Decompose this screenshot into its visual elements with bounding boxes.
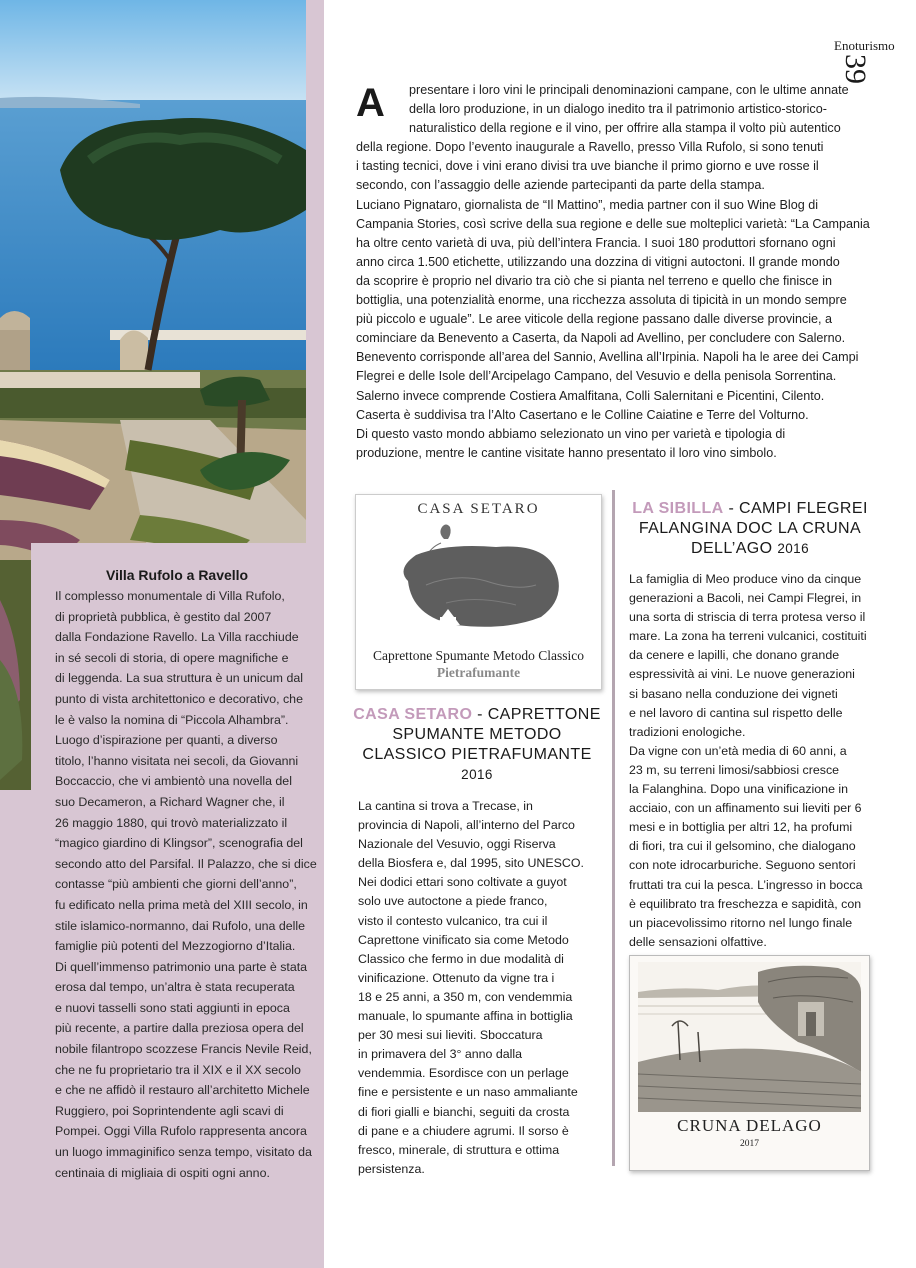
wine2-line: di fiori, tra cui il gelsomino, che dialogano	[629, 839, 856, 854]
wine2-line: è equilibrato tra freschezza e sapidità, con	[629, 896, 862, 911]
wine1-line: vendemmia. Esordisce con un perlage	[358, 1066, 569, 1081]
intro-line: presentare i loro vini le principali denominazioni campane, con le ultime annate	[409, 83, 849, 97]
wine1-heading-part: - CAPRETTONE	[472, 706, 601, 723]
sidebar-line: nobile filantropo scozzese Francis Nevile Reid,	[55, 1042, 312, 1057]
sidebar-line: Boccaccio, che vi ambientò una novella del	[55, 774, 292, 789]
sidebar-line: Ruggiero, poi Soprintendente agli scavi di	[55, 1103, 284, 1118]
sidebar-line: e che ne affidò il restauro all’architetto Michele	[55, 1083, 310, 1098]
intro-line: produzione, mentre le cantine visitate hanno presentato il loro vino simbolo.	[356, 445, 777, 460]
wine1-line: fine e persistente e un naso ammaliante	[358, 1085, 578, 1100]
label2-brand: CRUNA DELAGO	[677, 1116, 822, 1135]
wine2-heading-line: DELL’AGO	[691, 540, 773, 557]
wine2-heading-line: FALANGINA DOC LA CRUNA	[638, 520, 862, 537]
wine2-line: e nel lavoro di cantina sul rispetto delle	[629, 705, 843, 720]
wine2-line: mare. La zona ha terreni vulcanici, costituiti	[629, 629, 867, 644]
sidebar-line: in sé secoli di storia, di opere magnifiche e	[55, 650, 289, 665]
wine2-year: 2016	[777, 541, 809, 556]
wine2-line: espressività ai vini. Le nuove generazioni	[629, 667, 855, 682]
cruna-delago-wine-label	[629, 955, 870, 1171]
wine1-line: persistenza.	[358, 1161, 425, 1176]
sidebar-line: più recente, a partire dalla preziosa opera del	[55, 1021, 304, 1036]
wine1-line: La cantina si trova a Trecase, in	[358, 799, 533, 813]
wine2-line: tradizioni enologiche.	[629, 724, 746, 739]
wine2-description	[629, 570, 874, 952]
intro-line: bottiglia, una potenzialità enorme, una ricchezza assoluta di tipicità in un mondo sempre	[356, 293, 847, 308]
sidebar-line: di leggenda. La sua struttura è un unicum dal	[55, 671, 303, 686]
intro-line: anno circa 1.500 etichette, utilizzando una dozzina di vitigni autoctoni. Il grande mondo	[356, 254, 840, 269]
casa-setaro-wine-label	[355, 494, 602, 690]
wine2-heading	[625, 499, 875, 559]
wine2-line: Da vigne con un’età media di 60 anni, a	[629, 743, 847, 758]
sidebar-line: suo Decameron, a Richard Wagner che, il	[55, 794, 285, 809]
wine1-line: per 30 mesi sui lieviti. Sboccatura	[358, 1028, 543, 1043]
sidebar-line: stile islamico-normanno, dai Rufolo, una delle	[55, 918, 306, 933]
intro-line: più piccolo e uguale”. Le aree viticole della regione passano dalle diverse provincie, a	[356, 312, 833, 327]
wine1-heading-line: SPUMANTE METODO	[392, 726, 562, 743]
sidebar-line: erosa dal tempo, un’altra è stata recuperata	[55, 980, 295, 995]
wine1-heading-line: CLASSICO PIETRAFUMANTE	[362, 746, 592, 763]
sidebar-body	[55, 586, 317, 1183]
intro-line: da scoprire è proprio nel divario tra ciò che si pianta nel terreno e quello che finisce in	[356, 273, 833, 288]
wine1-line: Caprettone vinificato sia come Metodo	[358, 932, 569, 947]
wine2-line: un piacevolissimo ritorno nel lungo finale	[629, 915, 853, 930]
sidebar-line: che ne fu proprietario tra il XIX e il XX secolo	[55, 1062, 301, 1077]
sidebar-title: Villa Rufolo a Ravello	[106, 567, 249, 583]
wine1-brand: CASA SETARO	[353, 706, 473, 723]
wine2-line: La famiglia di Meo produce vino da cinque	[629, 572, 862, 586]
wine1-year: 2016	[461, 767, 493, 782]
sidebar-line: Pompei. Oggi Villa Rufolo rappresenta ancora	[55, 1124, 307, 1139]
sidebar-line: titolo, l’hanno visitata nei secoli, da Giovanni	[55, 753, 299, 768]
wine1-line: 18 e 25 anni, a 350 m, con vendemmia	[358, 989, 573, 1004]
sidebar-line: Luogo d’ispirazione per quanti, a diverso	[55, 733, 278, 748]
wine1-line: Nei dodici ettari sono coltivate a guyot	[358, 875, 567, 890]
intro-paragraph	[356, 81, 876, 463]
intro-line: i tasting tecnici, dove i vini erano divisi tra uve bianche il primo giorno e uve rosse il	[356, 159, 819, 174]
sidebar-line: dalla Fondazione Ravello. La Villa racchiude	[55, 630, 299, 645]
wine1-line: fresco, minerale, di struttura e ottima	[358, 1142, 560, 1157]
wine2-line: generazioni a Bacoli, nei Campi Flegrei, in	[629, 591, 862, 606]
sidebar-line: Il complesso monumentale di Villa Rufolo,	[55, 589, 285, 603]
wine1-line: provincia di Napoli, all’interno del Parco	[358, 818, 575, 833]
wine2-line: mesi e in bottiglia per altri 12, ha profumi	[629, 820, 853, 835]
intro-line: secondo, con l’assaggio delle aziende partecipanti da parte della stampa.	[356, 178, 765, 193]
intro-line: Di questo vasto mondo abbiamo selezionato un vino per varietà e tipologia di	[356, 426, 786, 441]
label-brand: CASA SETARO	[417, 501, 540, 517]
wine2-line: fruttati tra cui la pesca. L’ingresso in bocca	[629, 877, 863, 892]
intro-line: cominciare da Benevento a Caserta, da Napoli ad Avellino, per concludere con Salerno.	[356, 331, 846, 346]
stone-house-icon	[386, 521, 571, 646]
wine1-line: Classico che fermo in due modalità di	[358, 951, 564, 966]
intro-line: Luciano Pignataro, giornalista de “Il Mattino”, media partner con il suo Wine Blog di	[356, 197, 819, 212]
intro-line: Caserta è suddivisa tra l’Alto Casertano e le Colline Caiatine e Terre del Volturno.	[356, 407, 809, 422]
wine2-line: 23 m, su terreni limosi/sabbiosi cresce	[629, 762, 840, 777]
wine2-line: una sorta di striscia di terra protesa verso il	[629, 610, 866, 625]
section-label: Enoturismo	[834, 38, 895, 53]
wine1-heading	[352, 705, 602, 785]
wine2-line: delle sensazioni olfattive.	[629, 934, 767, 949]
wine1-line: manuale, lo spumante affina in bottiglia	[358, 1009, 573, 1024]
wine2-line: con note idrocarburiche. Seguono sentori	[629, 858, 856, 873]
wine1-line: in primavera del 3° anno dalla	[358, 1047, 523, 1062]
intro-line: della regione. Dopo l’evento inaugurale a Ravello, presso Villa Rufolo, si sono tenuti	[356, 140, 824, 155]
wine2-line: acciaio, con un affinamento sui lieviti per 6	[629, 801, 862, 816]
sidebar-line: centinaia di migliaia di ospiti ogni anno.	[55, 1165, 270, 1180]
wine1-line: visto il contesto vulcanico, tra cui il	[358, 913, 548, 928]
sidebar-line: fu edificato nella prima metà del XIII secolo, in	[55, 897, 308, 912]
intro-line: ha oltre cento varietà di uva, più dell’intera Francia. I suoi 180 produttori sfornano ogni	[356, 235, 836, 250]
intro-line: naturalistico della regione e il vino, per offrire alla stampa il volto più autentico	[409, 121, 841, 136]
wine2-brand: LA SIBILLA	[632, 500, 724, 517]
sidebar-line: secondo atto del Parsifal. Il Palazzo, che si dice	[55, 856, 317, 871]
sidebar-line: punto di vista architettonico e decorativo, che	[55, 691, 303, 706]
drop-cap: A	[356, 81, 385, 125]
sidebar-line: “magico giardino di Klingsor”, scenografia del	[55, 836, 303, 851]
sidebar-line: e nuovi tasselli sono stati aggiunti in epoca	[55, 1000, 290, 1015]
sidebar-line: 26 maggio 1880, qui trovò materializzato il	[55, 815, 288, 830]
intro-line: Campania Stories, così scrive della sua regione e delle sue molteplici varietà: “La Campania	[356, 216, 870, 231]
intro-line: Flegrei e delle Isole dell’Arcipelago Campano, del Vesuvio e della penisola Sorrentina.	[356, 369, 837, 384]
wine1-line: Nazionale del Vesuvio, oggi Riserva	[358, 837, 556, 852]
label2-year: 2017	[740, 1139, 759, 1149]
wine1-line: della Biosfera e, dal 1995, sito UNESCO.	[358, 856, 584, 871]
wine1-line: solo uve autoctone a piede franco,	[358, 894, 548, 909]
sidebar-line: famiglie più potenti del Mezzogiorno d’Italia.	[55, 939, 296, 954]
wine2-line: si basano nella conduzione dei vigneti	[629, 686, 838, 701]
label-product-name: Caprettone Spumante Metodo Classico	[372, 648, 585, 663]
sidebar-line: un luogo immaginifico senza tempo, visitato da	[55, 1145, 312, 1160]
column-divider	[612, 490, 615, 1166]
sidebar-line: le è valso la nomina di “Piccola Alhambra”.	[55, 712, 289, 727]
wine1-line: vinificazione. Ottenuto da vigne tra i	[358, 970, 555, 985]
coastal-landscape-icon	[638, 962, 861, 1112]
page-number: 39	[839, 54, 872, 84]
intro-line: della loro produzione, in un dialogo inedito tra il patrimonio artistico-storico-	[409, 102, 827, 117]
sidebar-line: contasse “più ambienti che giorni dell’anno”,	[55, 877, 297, 892]
wine2-line: la Falanghina. Dopo una vinificazione in	[629, 782, 849, 797]
sidebar-line: di proprietà pubblica, è gestito dal 2007	[55, 609, 272, 624]
wine2-line: da cenere e lapilli, che donano grande	[629, 648, 840, 663]
wine1-description	[358, 797, 598, 1179]
wine1-line: di fiori gialli e bianchi, seguiti da crosta	[358, 1104, 570, 1119]
label-product-line: Pietrafumante	[436, 665, 521, 680]
sidebar-line: Di quell’immenso patrimonio una parte è stata	[55, 959, 308, 974]
wine2-heading-part: - CAMPI FLEGREI	[723, 500, 868, 517]
wine1-line: di pane e a chiudere agrumi. Il sorso è	[358, 1123, 569, 1138]
intro-line: Benevento corrisponde all’area del Sannio, Avellina all’Irpinia. Napoli ha le aree dei Campi	[356, 350, 859, 365]
intro-line: Salerno invece comprende Costiera Amalfitana, Colli Salernitani e Picentini, Cilento.	[356, 388, 825, 403]
